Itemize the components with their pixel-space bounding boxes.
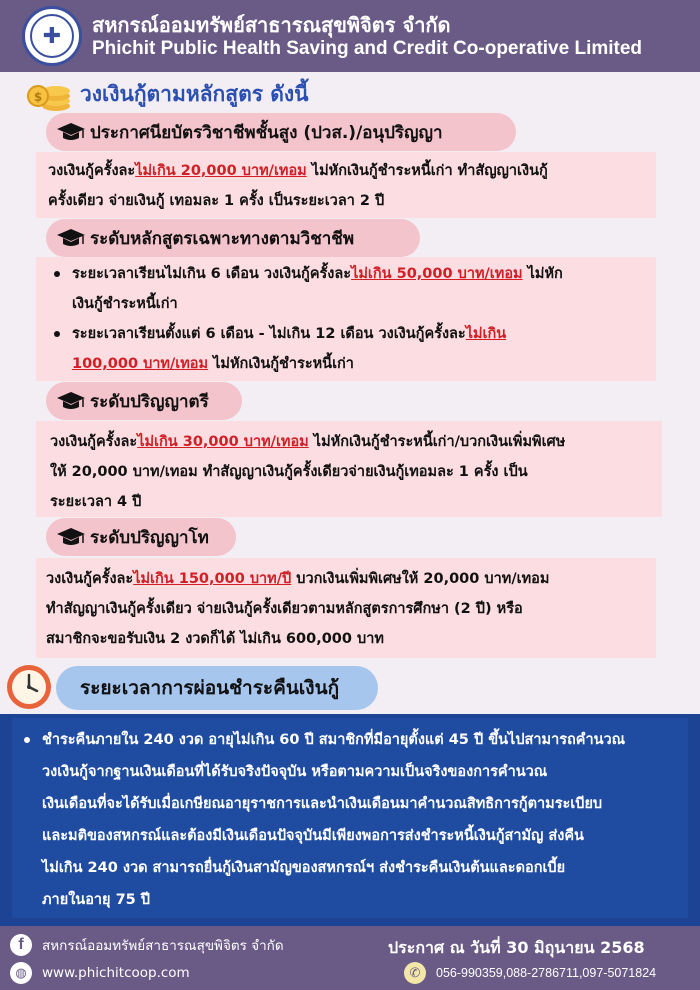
repayment-text: ชำระคืนภายใน 240 งวด อายุไม่เกิน 60 ปี สมาชิกที่มีอายุตั้งแต่ 45 ปี ขึ้นไปสามารถคำนวณ (42, 724, 682, 756)
diploma-text: ครั้งเดียว จ่ายเงินกู้ เทอมละ 1 ครั้ง เป็นระยะเวลา 2 ปี (48, 193, 385, 209)
website-link[interactable] (10, 962, 190, 984)
announcement-date: ประกาศ ณ วันที่ 30 มิถุนายน 2568 (388, 938, 645, 957)
vocational-text: เงินกู้ชำระหนี้เก่า (72, 296, 178, 312)
header-bar (0, 0, 700, 72)
graduation-cap-icon (56, 121, 86, 143)
master-text: วงเงินกู้ครั้งละ (46, 571, 134, 587)
section-vocational-body (36, 257, 656, 381)
master-text: ทำสัญญาเงินกู้ครั้งเดียว จ่ายเงินกู้ครั้งเดียวตามหลักสูตรการศึกษา (2 ปี) หรือ (46, 601, 523, 617)
section-bachelor-title: ระดับปริญญาตรี (90, 391, 209, 412)
footer-bar (0, 926, 700, 990)
phone-icon: ✆ (404, 962, 426, 984)
section-bachelor-heading (46, 382, 242, 420)
section-bachelor-body (36, 421, 662, 517)
org-name-thai: สหกรณ์ออมทรัพย์สาธารณสุขพิจิตร จำกัด (92, 13, 451, 37)
vocational-limit: 100,000 บาท/เทอม (72, 356, 209, 372)
org-name-english: Phichit Public Health Saving and Credit Co-operative Limited (92, 38, 643, 59)
repayment-body (12, 718, 688, 918)
website-label: www.phichitcoop.com (42, 965, 190, 981)
facebook-label: สหกรณ์ออมทรัพย์สาธารณสุขพิจิตร จำกัด (42, 938, 284, 954)
repayment-text: วงเงินกู้จากฐานเงินเดือนที่ได้รับจริงปัจจุบัน หรือตามความเป็นจริงของการคำนวณ (42, 764, 548, 780)
bachelor-text: วงเงินกู้ครั้งละ (50, 434, 138, 450)
vocational-text: ไม่หัก (522, 266, 563, 282)
graduation-cap-icon (56, 390, 86, 412)
section-diploma-heading (46, 113, 516, 151)
list-item (50, 259, 656, 319)
master-text: สมาชิกจะขอรับเงิน 2 งวดก็ได้ ไม่เกิน 600,000 บาท (46, 631, 384, 647)
section-master-body (36, 558, 656, 658)
bachelor-limit: ไม่เกิน 30,000 บาท/เทอม (137, 434, 309, 450)
bachelor-text: ให้ 20,000 บาท/เทอม ทำสัญญาเงินกู้ครั้งเดียวจ่ายเงินกู้เทอมละ 1 ครั้ง เป็น (50, 464, 528, 480)
master-limit: ไม่เกิน 150,000 บาท/ปี (133, 571, 292, 587)
vocational-limit: ไม่เกิน (465, 326, 507, 342)
diploma-text: วงเงินกู้ครั้งละ (48, 163, 136, 179)
repayment-text: เงินเดือนที่จะได้รับเมื่อเกษียณอายุราชการและนำเงินเดือนมาคำนวณสิทธิการกู้ตามระเบียบ (42, 796, 603, 812)
phone-numbers: 056-990359,088-2786711,097-5071824 (436, 966, 657, 980)
vocational-text: ระยะเวลาเรียนตั้งแต่ 6 เดือน - ไม่เกิน 12 เดือน วงเงินกู้ครั้งละ (72, 326, 466, 342)
repayment-heading: ระยะเวลาการผ่อนชำระคืนเงินกู้ (56, 666, 378, 710)
graduation-cap-icon (56, 526, 86, 548)
section-diploma-body (36, 152, 656, 218)
svg-text:$: $ (33, 90, 43, 104)
section-vocational-heading (46, 219, 420, 257)
facebook-link[interactable] (10, 934, 284, 956)
vocational-text: ระยะเวลาเรียนไม่เกิน 6 เดือน วงเงินกู้ครั้งละ (72, 266, 352, 282)
repayment-text: และมติของสหกรณ์และต้องมีเงินเดือนปัจจุบันมีเพียงพอการส่งชำระหนี้เงินกู้สามัญ ส่งคืน (42, 828, 584, 844)
repayment-text: ภายในอายุ 75 ปี (42, 892, 151, 908)
coins-icon (26, 78, 72, 112)
facebook-icon: f (10, 934, 32, 956)
diploma-text: ไม่หักเงินกู้ชำระหนี้เก่า ทำสัญญาเงินกู้ (306, 163, 548, 179)
clock-icon (5, 663, 53, 711)
diploma-limit: ไม่เกิน 20,000 บาท/เทอม (135, 163, 307, 179)
vocational-limit: ไม่เกิน 50,000 บาท/เทอม (351, 266, 523, 282)
bachelor-text: ระยะเวลา 4 ปี (50, 494, 142, 510)
repayment-text: ไม่เกิน 240 งวด สามารถยื่นกู้เงินสามัญของสหกรณ์ฯ ส่งชำระคืนเงินต้นและดอกเบี้ย (42, 860, 566, 876)
phone-contact[interactable] (404, 962, 656, 984)
coop-logo-icon: ✚ (22, 6, 82, 66)
list-item (50, 319, 656, 379)
section-diploma-title: ประกาศนียบัตรวิชาชีพชั้นสูง (ปวส.)/อนุปริญญา (90, 122, 443, 143)
bachelor-text: ไม่หักเงินกู้ชำระหนี้เก่า/บวกเงินเพิ่มพิเศษ (308, 434, 566, 450)
section-master-heading (46, 518, 236, 556)
graduation-cap-icon (56, 227, 86, 249)
section-master-title: ระดับปริญญาโท (90, 527, 209, 548)
repayment-panel (0, 714, 700, 926)
master-text: บวกเงินเพิ่มพิเศษให้ 20,000 บาท/เทอม (291, 571, 550, 587)
globe-icon: ◍ (10, 962, 32, 984)
section-vocational-title: ระดับหลักสูตรเฉพาะทางตามวิชาชีพ (90, 228, 355, 249)
vocational-text: ไม่หักเงินกู้ชำระหนี้เก่า (208, 356, 354, 372)
page-title: วงเงินกู้ตามหลักสูตร ดังนี้ (80, 82, 309, 106)
